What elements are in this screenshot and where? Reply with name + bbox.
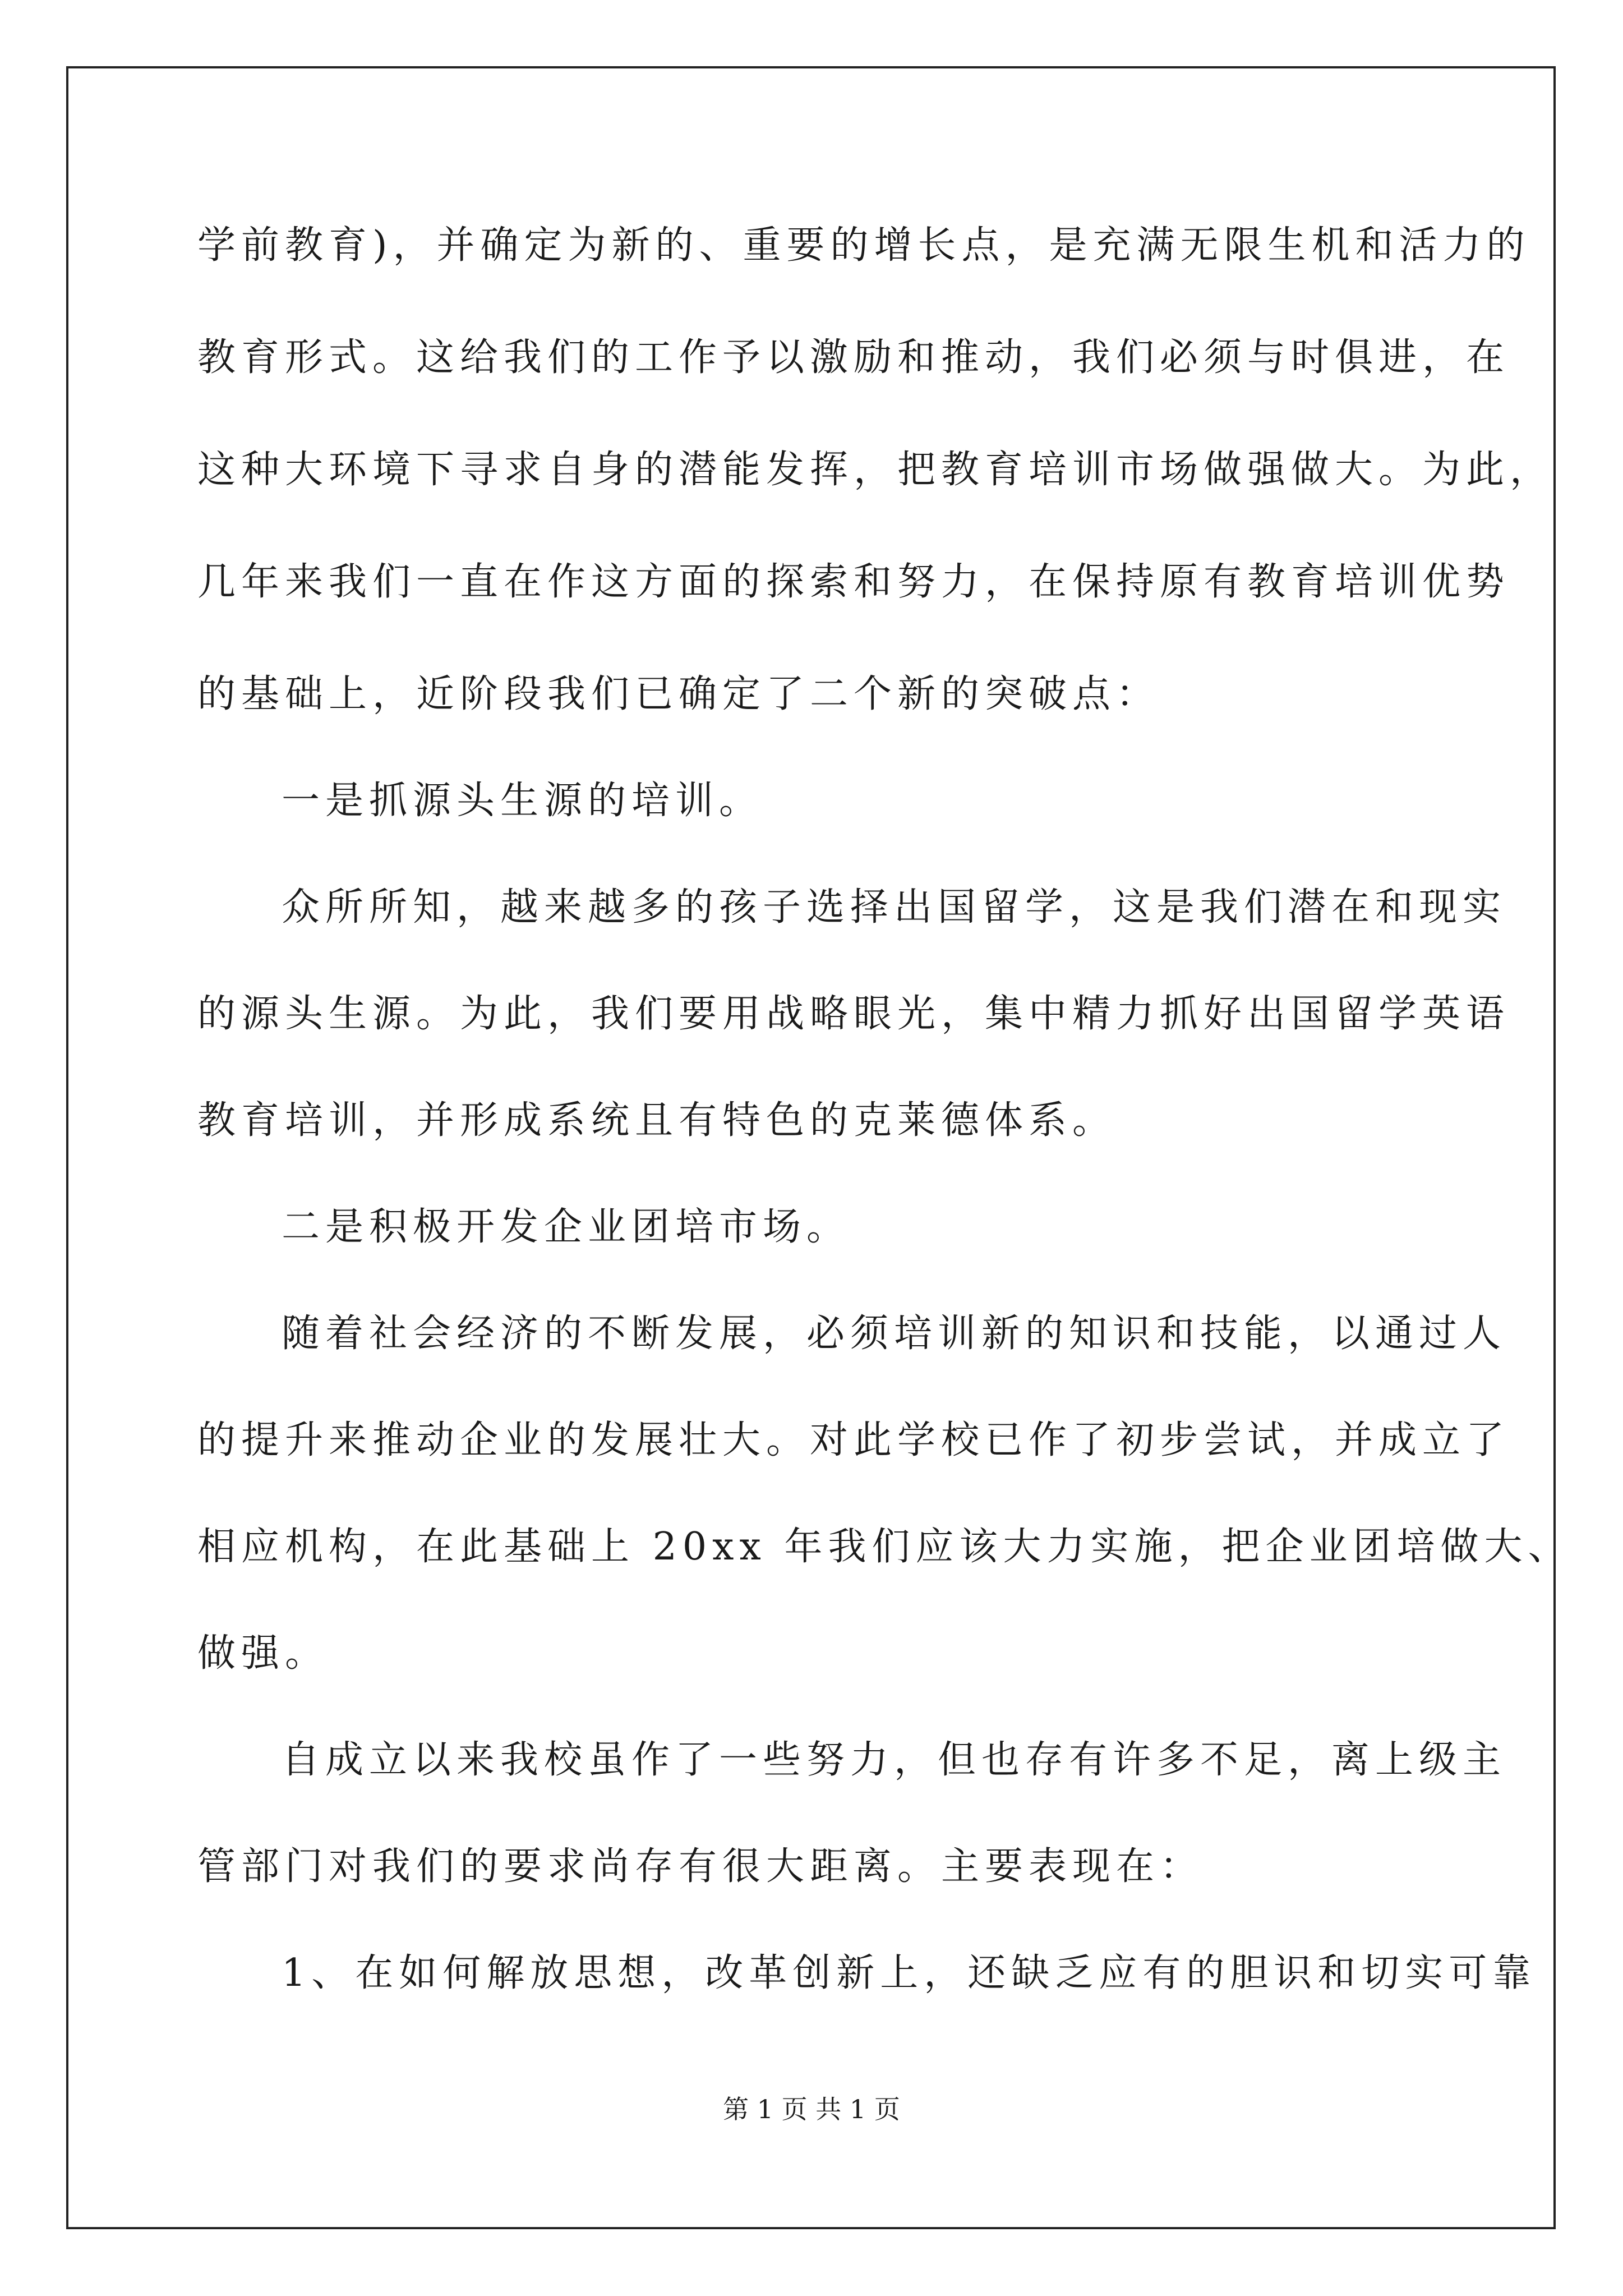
list-item-line: 1、在如何解放思想，改革创新上，还缺乏应有的胆识和切实可靠: [282, 1951, 1537, 1995]
paragraph-line: 管部门对我们的要求尚存有很大距离。主要表现在：: [197, 1844, 1204, 1889]
paragraph-line: 随着社会经济的不断发展，必须培训新的知识和技能，以通过人: [282, 1312, 1507, 1356]
section-heading-line: 一是抓源头生源的培训。: [282, 779, 763, 823]
paragraph-line: 的源头生源。为此，我们要用战略眼光，集中精力抓好出国留学英语: [197, 992, 1510, 1036]
paragraph-line: 这种大环境下寻求自身的潜能发挥，把教育培训市场做强做大。为此，: [197, 448, 1554, 492]
paragraph-line: 的提升来推动企业的发展壮大。对此学校已作了初步尝试，并成立了: [197, 1418, 1510, 1462]
paragraph-line: 几年来我们一直在作这方面的探索和努力，在保持原有教育培训优势: [197, 560, 1510, 604]
page-number-footer: 第 1 页 共 1 页: [723, 2094, 900, 2124]
paragraph-line: 的基础上，近阶段我们已确定了二个新的突破点：: [197, 672, 1160, 716]
paragraph-line: 自成立以来我校虽作了一些努力，但也存有许多不足，离上级主: [282, 1738, 1507, 1782]
page-border: [66, 66, 1556, 2229]
paragraph-line: 教育培训，并形成系统且有特色的克莱德体系。: [197, 1098, 1117, 1143]
paragraph-line: 众所所知，越来越多的孩子选择出国留学，这是我们潜在和现实: [282, 885, 1507, 930]
paragraph-line: 做强。: [197, 1631, 329, 1676]
section-heading-line: 二是积极开发企业团培市场。: [282, 1205, 851, 1249]
paragraph-line: 教育形式。这给我们的工作予以激励和推动，我们必须与时俱进，在: [197, 335, 1510, 380]
paragraph-line: 相应机构，在此基础上 20xx 年我们应该大力实施，把企业团培做大、: [197, 1525, 1572, 1569]
paragraph-line: 学前教育)，并确定为新的、重要的增长点，是充满无限生机和活力的: [197, 223, 1530, 268]
